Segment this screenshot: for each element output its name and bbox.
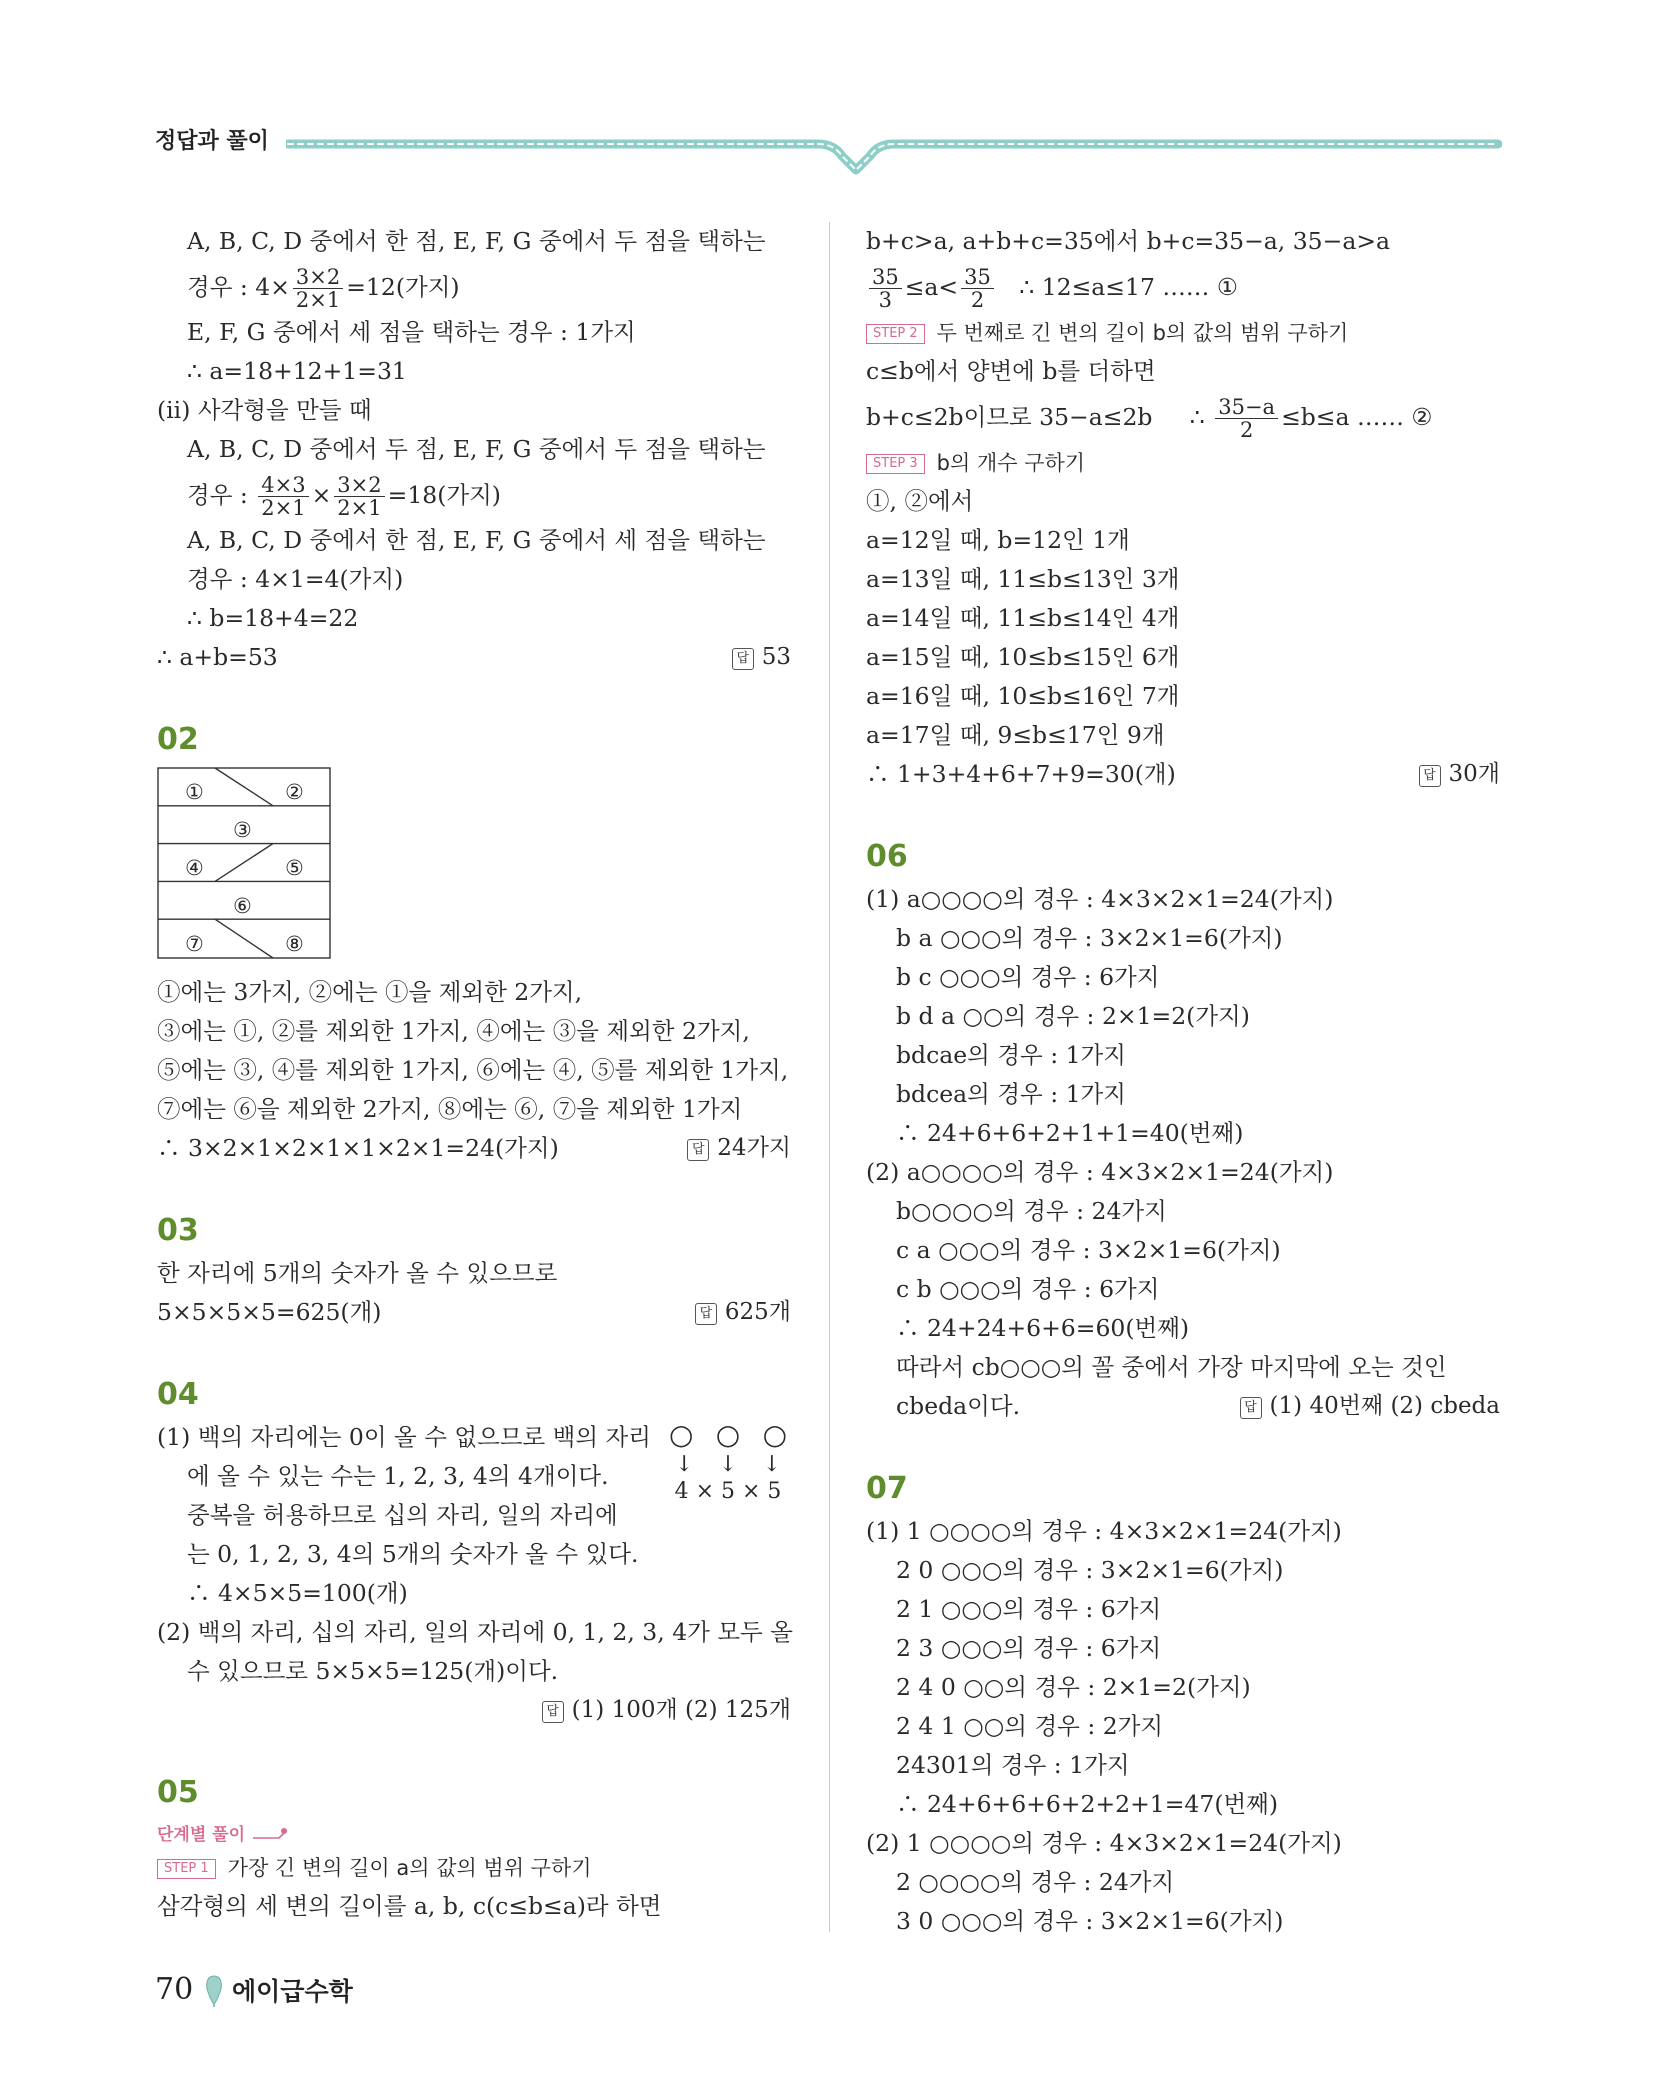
text-line bbox=[866, 755, 1500, 794]
text-line: ⑤에는 ③, ④를 제외한 1가지, ⑥에는 ④, ⑤를 제외한 1가지, bbox=[157, 1056, 789, 1084]
fraction-denominator: 2×1 bbox=[337, 496, 382, 520]
text-line: 2 0 ○○○의 경우 : 3×2×1=6(가지) bbox=[896, 1556, 1284, 1584]
step-badge: STEP 3 bbox=[866, 454, 925, 474]
text-line: (2) 1 ○○○○의 경우 : 4×3×2×1=24(가지) bbox=[866, 1829, 1342, 1857]
section-02-title: 02 bbox=[157, 722, 199, 757]
place-counts: 4 × 5 × 5 bbox=[674, 1479, 782, 1504]
text-line: A, B, C, D 중에서 한 점, E, F, G 중에서 두 점을 택하는 bbox=[187, 227, 766, 255]
text-segment: =12(가지) bbox=[346, 273, 460, 301]
text-line: (2) 백의 자리, 십의 자리, 일의 자리에 0, 1, 2, 3, 4가 모두 올 bbox=[157, 1618, 793, 1646]
grid-cell-8: ⑧ bbox=[285, 932, 304, 956]
text-line: ③에는 ①, ②를 제외한 1가지, ④에는 ③을 제외한 2가지, bbox=[157, 1017, 750, 1045]
text-line bbox=[157, 261, 791, 313]
grid-cell-5: ⑤ bbox=[285, 856, 304, 880]
header-ribbon bbox=[286, 126, 1502, 178]
answer-icon: 답 bbox=[687, 1139, 709, 1161]
text-line bbox=[157, 1129, 791, 1168]
fraction-numerator: 3×2 bbox=[293, 266, 343, 289]
answer-text: (1) 40번째 (2) cbeda bbox=[1269, 1393, 1500, 1419]
fraction bbox=[1215, 396, 1278, 441]
text-line bbox=[866, 391, 1500, 443]
text-line: ⑦에는 ⑥을 제외한 2가지, ⑧에는 ⑥, ⑦을 제외한 1가지 bbox=[157, 1095, 743, 1123]
answer-05 bbox=[1419, 755, 1501, 794]
answer-icon: 답 bbox=[695, 1303, 717, 1325]
text-line: a=17일 때, 9≤b≤17인 9개 bbox=[866, 721, 1165, 749]
grid-cell-2: ② bbox=[285, 780, 304, 804]
brand-name: 에이급수학 bbox=[232, 1977, 353, 2006]
place-circle: ○ bbox=[715, 1418, 741, 1451]
text-line: b○○○○의 경우 : 24가지 bbox=[896, 1197, 1167, 1225]
text-line bbox=[866, 261, 1500, 313]
answer-icon: 답 bbox=[732, 648, 754, 670]
text-line: ∴ a=18+12+1=31 bbox=[187, 357, 407, 385]
text-segment: 경우 : 4× bbox=[187, 273, 290, 301]
text-line: bdcea의 경우 : 1가지 bbox=[896, 1080, 1126, 1108]
digit-place-figure bbox=[669, 1418, 787, 1506]
text-line bbox=[866, 1387, 1500, 1426]
header-title: 정답과 풀이 bbox=[155, 129, 269, 154]
text-line: 경우 : 4×1=4(가지) bbox=[187, 565, 404, 593]
text-line: ∴ 24+6+6+6+2+2+1=47(번째) bbox=[896, 1790, 1279, 1818]
grid-cell-7: ⑦ bbox=[185, 932, 204, 956]
balloon-logo-icon bbox=[204, 1974, 224, 2008]
text-line bbox=[157, 638, 791, 677]
text-line: 24301의 경우 : 1가지 bbox=[896, 1751, 1130, 1779]
text-line: a=16일 때, 10≤b≤16인 7개 bbox=[866, 682, 1180, 710]
text-segment: × bbox=[311, 481, 332, 509]
arrow-down-icon: ↓ bbox=[718, 1452, 738, 1477]
fraction-numerator: 35−a bbox=[1215, 396, 1278, 419]
arrow-down-icon: ↓ bbox=[675, 1452, 694, 1477]
grid-cell-4: ④ bbox=[185, 856, 204, 880]
text-segment: ≤a< bbox=[904, 273, 959, 301]
text-line: 중복을 허용하므로 십의 자리, 일의 자리에 bbox=[187, 1501, 618, 1529]
place-arrows bbox=[669, 1452, 787, 1478]
answer-text: (1) 100개 (2) 125개 bbox=[571, 1697, 791, 1723]
text-line: 2 1 ○○○의 경우 : 6가지 bbox=[896, 1595, 1162, 1623]
text-segment: cbeda이다. bbox=[896, 1392, 1021, 1420]
answer-01 bbox=[732, 638, 791, 677]
text-line: (ii) 사각형을 만들 때 bbox=[157, 396, 372, 424]
text-line: 2 ○○○○의 경우 : 24가지 bbox=[896, 1868, 1175, 1896]
text-line: 삼각형의 세 변의 길이를 a, b, c(c≤b≤a)라 하면 bbox=[157, 1892, 662, 1920]
text-line bbox=[157, 1691, 791, 1730]
page-number: 70 bbox=[155, 1972, 194, 2007]
text-line: 2 4 1 ○○의 경우 : 2가지 bbox=[896, 1712, 1164, 1740]
section-07-title: 07 bbox=[866, 1471, 908, 1506]
text-line: a=12일 때, b=12인 1개 bbox=[866, 526, 1130, 554]
text-line: ①, ②에서 bbox=[866, 487, 974, 515]
place-circle: ○ bbox=[762, 1418, 787, 1451]
section-03-title: 03 bbox=[157, 1213, 199, 1248]
step-badge: STEP 1 bbox=[157, 1859, 216, 1879]
step-line bbox=[866, 443, 1500, 482]
text-line: (2) a○○○○의 경우 : 4×3×2×1=24(가지) bbox=[866, 1158, 1334, 1186]
fraction-denominator: 2×1 bbox=[295, 288, 341, 312]
fraction-denominator: 3 bbox=[878, 288, 893, 312]
text-line: A, B, C, D 중에서 두 점, E, F, G 중에서 두 점을 택하는 bbox=[187, 435, 766, 463]
text-segment: ∴ 12≤a≤17 …… ① bbox=[996, 273, 1238, 301]
pencil-swoosh-icon bbox=[253, 1826, 287, 1842]
fraction-denominator: 2 bbox=[970, 288, 985, 312]
text-segment: ∴ 1+3+4+6+7+9=30(개) bbox=[866, 760, 1176, 788]
stepwise-text: 단계별 풀이 bbox=[157, 1825, 246, 1845]
text-line: b c ○○○의 경우 : 6가지 bbox=[896, 963, 1160, 991]
text-line: a=13일 때, 11≤b≤13인 3개 bbox=[866, 565, 1180, 593]
text-line: a=14일 때, 11≤b≤14인 4개 bbox=[866, 604, 1180, 632]
text-line: 2 4 0 ○○의 경우 : 2×1=2(가지) bbox=[896, 1673, 1251, 1701]
section-06-title: 06 bbox=[866, 839, 908, 874]
grid-cell-1: ① bbox=[185, 780, 204, 804]
answer-03 bbox=[695, 1293, 791, 1332]
answer-text: 24가지 bbox=[717, 1135, 791, 1161]
stepwise-label bbox=[157, 1816, 791, 1848]
text-line: 따라서 cb○○○의 꼴 중에서 가장 마지막에 오는 것인 bbox=[896, 1353, 1447, 1381]
text-line: b+c>a, a+b+c=35에서 b+c=35−a, 35−a>a bbox=[866, 227, 1391, 255]
answer-icon: 답 bbox=[1240, 1397, 1262, 1419]
text-line: 에 올 수 있는 수는 1, 2, 3, 4의 4개이다. bbox=[187, 1462, 609, 1490]
step-title: 가장 긴 변의 길이 a의 값의 범위 구하기 bbox=[227, 1856, 592, 1880]
grid-cell-3: ③ bbox=[233, 818, 252, 842]
text-segment: 5×5×5×5=625(개) bbox=[157, 1298, 382, 1326]
grid-cell-6: ⑥ bbox=[233, 894, 252, 918]
text-line: 2 3 ○○○의 경우 : 6가지 bbox=[896, 1634, 1162, 1662]
fraction-denominator: 2×1 bbox=[261, 496, 306, 520]
text-line: E, F, G 중에서 세 점을 택하는 경우 : 1가지 bbox=[187, 318, 636, 346]
text-line: a=15일 때, 10≤b≤15인 6개 bbox=[866, 643, 1180, 671]
section-04-title: 04 bbox=[157, 1377, 199, 1412]
text-line bbox=[157, 1293, 791, 1332]
step-line bbox=[866, 313, 1500, 352]
arrow-down-icon: ↓ bbox=[762, 1452, 781, 1477]
right-column bbox=[866, 222, 1500, 1941]
text-line bbox=[157, 469, 791, 521]
section-05-title: 05 bbox=[157, 1775, 199, 1810]
answer-04 bbox=[542, 1691, 791, 1730]
section-04-body bbox=[157, 1418, 791, 1691]
step-line bbox=[157, 1848, 791, 1887]
text-segment: 경우 : bbox=[187, 481, 256, 509]
answer-text: 53 bbox=[761, 644, 791, 670]
text-line: 수 있으므로 5×5×5=125(개)이다. bbox=[187, 1657, 559, 1685]
text-segment: b+c≤2b이므로 35−a≤2b ∴ bbox=[866, 403, 1213, 431]
place-circles bbox=[669, 1418, 787, 1452]
text-line: ∴ b=18+4=22 bbox=[187, 604, 359, 632]
step-title: b의 개수 구하기 bbox=[936, 451, 1086, 475]
answer-06 bbox=[1240, 1387, 1500, 1426]
place-circle: ○ bbox=[669, 1418, 694, 1451]
text-line: (1) 백의 자리에는 0이 올 수 없으므로 백의 자리 bbox=[157, 1423, 651, 1451]
answer-text: 30개 bbox=[1448, 761, 1500, 787]
text-line: c a ○○○의 경우 : 3×2×1=6(가지) bbox=[896, 1236, 1281, 1264]
text-line: A, B, C, D 중에서 한 점, E, F, G 중에서 세 점을 택하는 bbox=[187, 526, 766, 554]
column-divider bbox=[829, 222, 830, 1932]
text-segment: =18(가지) bbox=[387, 481, 501, 509]
left-column bbox=[157, 222, 791, 1926]
answer-02 bbox=[687, 1129, 791, 1168]
text-line: 는 0, 1, 2, 3, 4의 5개의 숫자가 올 수 있다. bbox=[187, 1540, 639, 1568]
fraction bbox=[869, 266, 902, 311]
fraction bbox=[258, 474, 308, 519]
text-line: c b ○○○의 경우 : 6가지 bbox=[896, 1275, 1160, 1303]
fraction-numerator: 4×3 bbox=[258, 474, 308, 497]
fraction bbox=[293, 266, 343, 311]
text-segment: ∴ a+b=53 bbox=[157, 643, 278, 671]
text-line: ∴ 24+6+6+2+1+1=40(번째) bbox=[896, 1119, 1244, 1147]
text-line: ∴ 4×5×5=100(개) bbox=[187, 1579, 408, 1607]
text-segment: ≤b≤a …… ② bbox=[1281, 403, 1433, 431]
text-line: b d a ○○의 경우 : 2×1=2(가지) bbox=[896, 1002, 1250, 1030]
text-segment: ∴ 3×2×1×2×1×1×2×1=24(가지) bbox=[157, 1134, 559, 1162]
fraction bbox=[961, 266, 994, 311]
answer-text: 625개 bbox=[724, 1299, 791, 1325]
text-line: ①에는 3가지, ②에는 ①을 제외한 2가지, bbox=[157, 978, 583, 1006]
text-line: b a ○○○의 경우 : 3×2×1=6(가지) bbox=[896, 924, 1283, 952]
grid-lines bbox=[157, 767, 331, 959]
fraction bbox=[334, 474, 384, 519]
text-line: 한 자리에 5개의 숫자가 올 수 있으므로 bbox=[157, 1259, 558, 1287]
fraction-denominator: 2 bbox=[1239, 418, 1254, 442]
text-line: c≤b에서 양변에 b를 더하면 bbox=[866, 357, 1156, 385]
text-line: (1) a○○○○의 경우 : 4×3×2×1=24(가지) bbox=[866, 885, 1334, 913]
coloring-grid-diagram bbox=[157, 767, 331, 959]
fraction-numerator: 3×2 bbox=[334, 474, 384, 497]
step-badge: STEP 2 bbox=[866, 324, 925, 344]
fraction-numerator: 35 bbox=[869, 266, 902, 289]
answer-icon: 답 bbox=[1419, 765, 1441, 787]
text-line: bdcae의 경우 : 1가지 bbox=[896, 1041, 1126, 1069]
text-line: 3 0 ○○○의 경우 : 3×2×1=6(가지) bbox=[896, 1907, 1284, 1935]
text-line: ∴ 24+24+6+6=60(번째) bbox=[896, 1314, 1190, 1342]
answer-icon: 답 bbox=[542, 1701, 564, 1723]
step-title: 두 번째로 긴 변의 길이 b의 값의 범위 구하기 bbox=[936, 321, 1349, 345]
text-line: (1) 1 ○○○○의 경우 : 4×3×2×1=24(가지) bbox=[866, 1517, 1342, 1545]
fraction-numerator: 35 bbox=[961, 266, 994, 289]
